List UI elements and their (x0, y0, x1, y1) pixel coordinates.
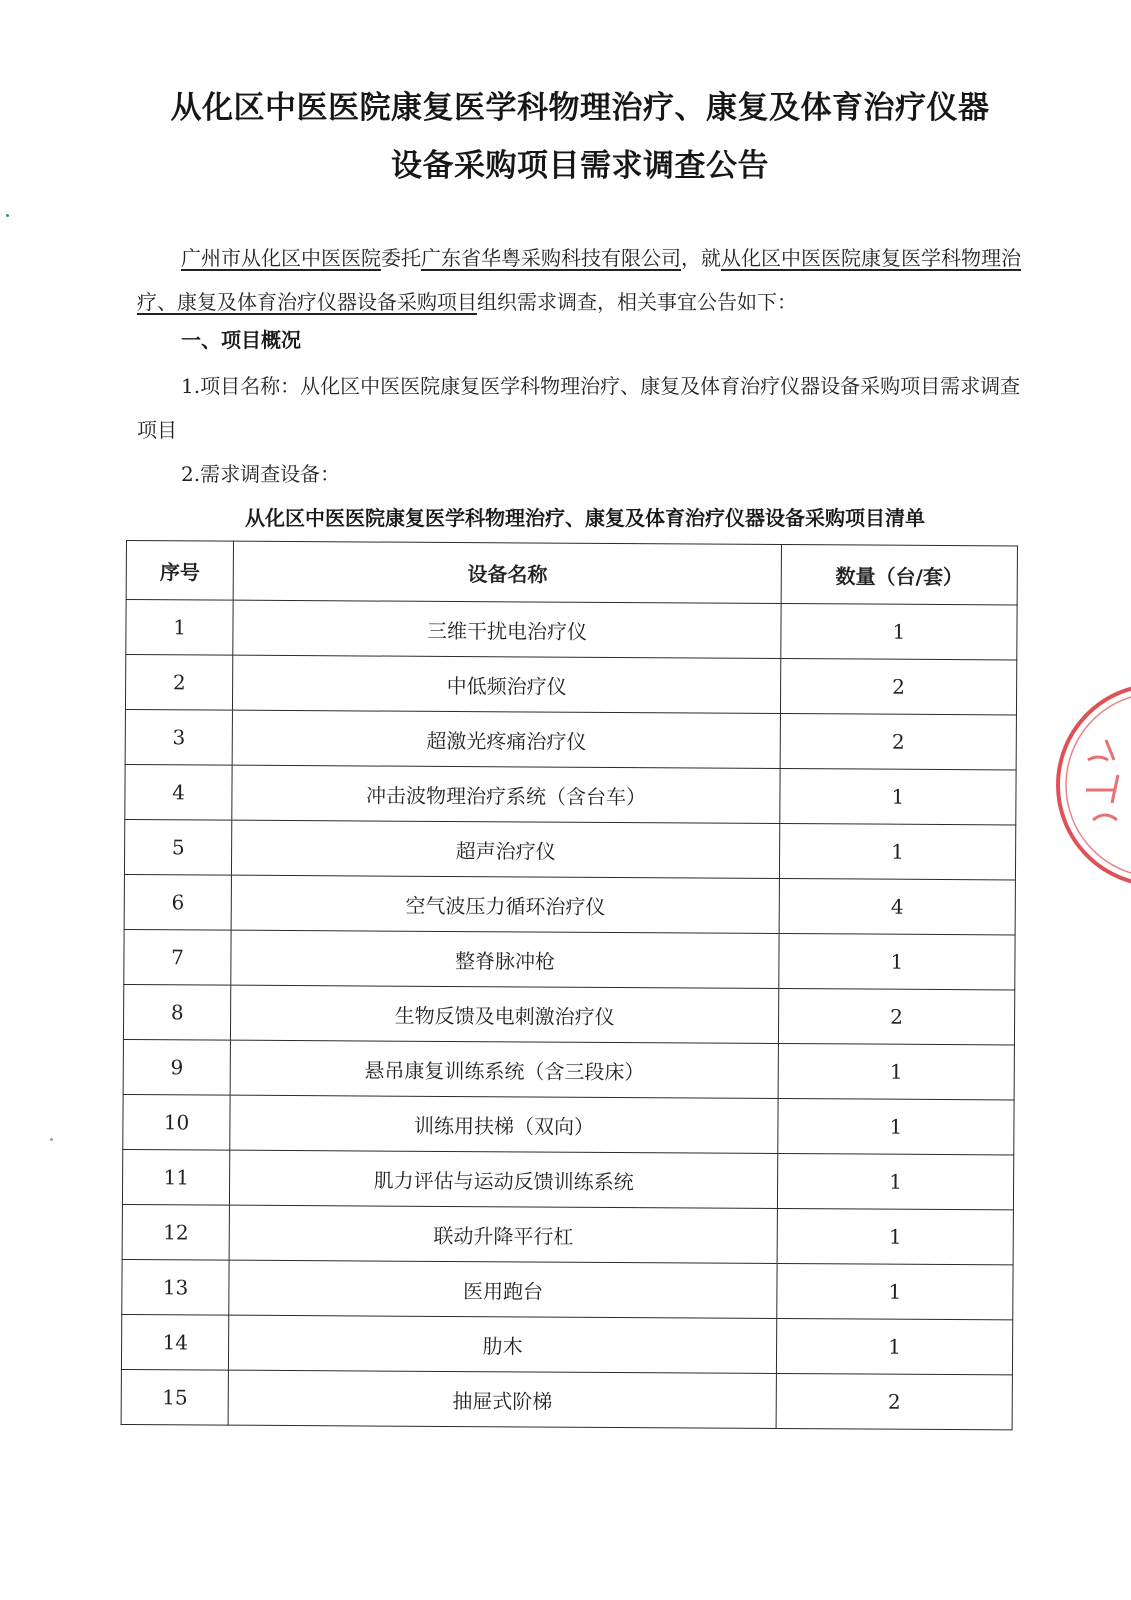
cell-name: 三维干扰电治疗仪 (233, 600, 781, 658)
header-qty: 数量（台/套） (781, 545, 1017, 605)
cell-no: 3 (125, 709, 233, 765)
cell-no: 13 (122, 1259, 230, 1315)
table-row (124, 929, 1015, 989)
table-row (122, 1149, 1013, 1209)
cell-qty: 1 (778, 1043, 1014, 1099)
project-name: 从化区中医医院康复医学科物理治疗、康复及体育治疗仪器设备采购项目 (137, 246, 1021, 314)
table-header-row (126, 541, 1017, 605)
cell-no: 5 (124, 819, 232, 875)
cell-no: 11 (122, 1149, 230, 1205)
cell-qty: 1 (777, 1153, 1013, 1209)
cell-name: 肋木 (229, 1315, 777, 1373)
cell-qty: 4 (779, 878, 1015, 934)
cell-name: 医用跑台 (229, 1260, 777, 1318)
cell-name: 抽屉式阶梯 (228, 1370, 776, 1428)
cell-no: 10 (123, 1094, 231, 1150)
intro-paragraph (137, 236, 1027, 324)
equipment-list-title: 从化区中医医院康复医学科物理治疗、康复及体育治疗仪器设备采购项目清单 (245, 506, 925, 530)
table-row (126, 600, 1017, 660)
table-row (125, 655, 1016, 715)
cell-no: 12 (122, 1204, 230, 1260)
equipment-table (121, 540, 1018, 1430)
cell-qty: 2 (780, 714, 1016, 770)
table-row (122, 1204, 1013, 1264)
section-heading-overview: 一、项目概况 (181, 328, 301, 352)
table-row (121, 1314, 1012, 1374)
table-row (125, 764, 1016, 824)
cell-no: 9 (123, 1039, 231, 1095)
cell-no: 14 (121, 1314, 229, 1370)
table-row (122, 1259, 1013, 1319)
table-row (123, 984, 1014, 1044)
table-row (123, 1039, 1014, 1099)
cell-qty: 2 (778, 988, 1014, 1044)
cell-no: 4 (125, 764, 233, 820)
header-no: 序号 (126, 541, 234, 601)
cell-name: 整脊脉冲枪 (231, 930, 779, 988)
cell-no: 8 (123, 984, 231, 1040)
cell-qty: 1 (777, 1208, 1013, 1264)
intro-text-1: 委托 (381, 246, 421, 270)
document-title-line1: 从化区中医医院康复医学科物理治疗、康复及体育治疗仪器 (170, 90, 990, 126)
cell-qty: 1 (779, 933, 1015, 989)
cell-name: 肌力评估与运动反馈训练系统 (230, 1150, 778, 1208)
cell-qty: 1 (779, 823, 1015, 879)
entrustor-name: 广州市从化区中医医院 (181, 246, 381, 270)
cell-no: 1 (126, 600, 234, 656)
cell-name: 悬吊康复训练系统（含三段床） (230, 1040, 778, 1098)
cell-name: 训练用扶梯（双向） (230, 1095, 778, 1153)
cell-qty: 1 (780, 768, 1016, 824)
scan-speck (6, 214, 9, 217)
table-row (124, 874, 1015, 934)
table-row (121, 1369, 1012, 1429)
cell-qty: 1 (778, 1098, 1014, 1154)
cell-name: 空气波压力循环治疗仪 (231, 875, 779, 933)
cell-name: 超声治疗仪 (232, 820, 780, 878)
cell-no: 6 (124, 874, 232, 930)
cell-qty: 1 (777, 1263, 1013, 1319)
cell-name: 冲击波物理治疗系统（含台车） (232, 765, 780, 823)
scan-speck (50, 1138, 53, 1141)
table-row (123, 1094, 1014, 1154)
cell-no: 7 (124, 929, 232, 985)
project-name-item: 1.项目名称：从化区中医医院康复医学科物理治疗、康复及体育治疗仪器设备采购项目需求调查项目 (137, 374, 1021, 442)
header-name: 设备名称 (233, 541, 781, 603)
cell-qty: 1 (776, 1318, 1012, 1374)
cell-qty: 2 (776, 1373, 1012, 1429)
cell-name: 中低频治疗仪 (233, 655, 781, 713)
official-seal (1048, 680, 1131, 890)
document-title-line2: 设备采购项目需求调查公告 (391, 148, 769, 184)
survey-equipment-item: 2.需求调查设备： (181, 462, 341, 486)
table-row (124, 819, 1015, 879)
cell-no: 2 (125, 655, 233, 711)
cell-name: 生物反馈及电刺激治疗仪 (231, 985, 779, 1043)
intro-text-2: ，就 (681, 246, 721, 270)
cell-name: 超激光疼痛治疗仪 (232, 710, 780, 768)
cell-name: 联动升降平行杠 (229, 1205, 777, 1263)
cell-qty: 2 (780, 659, 1016, 715)
cell-no: 15 (121, 1369, 229, 1425)
agent-name: 广东省华粤采购科技有限公司 (421, 246, 681, 270)
table-row (125, 709, 1016, 769)
intro-text-3: 组织需求调查，相关事宜公告如下： (477, 290, 797, 314)
cell-qty: 1 (781, 604, 1017, 660)
